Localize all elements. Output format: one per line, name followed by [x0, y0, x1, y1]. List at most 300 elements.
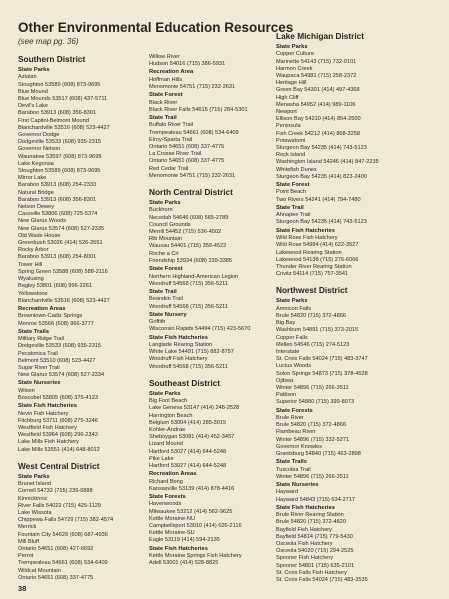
- section-heading: State Trails: [18, 328, 49, 335]
- resource-entry: [276, 429, 408, 443]
- column-3: [276, 31, 408, 584]
- resource-entry: [276, 489, 408, 503]
- resource-contact: Stoughton 53589 (608) 873-9695: [18, 81, 101, 88]
- resource-entry: [276, 212, 408, 226]
- resource-entry: [149, 251, 281, 265]
- resource-contact: Spooner 54801 (715) 635-2101: [276, 562, 355, 569]
- resource-contact: Baraboo 53913 (608) 254-8001: [18, 254, 97, 261]
- section-heading: State Trail: [149, 115, 177, 122]
- resource-entry: [276, 527, 408, 541]
- resource-entry: [18, 103, 150, 117]
- resource-contact: Crivitz 54114 (715) 757-3541: [276, 271, 349, 278]
- resource-name: Black River: [149, 99, 178, 106]
- resource-contact: Green Bay 54301 (414) 497-4368: [276, 87, 360, 94]
- resource-name: Brule River: [276, 414, 304, 421]
- resource-entry: [276, 392, 408, 406]
- resource-name: Big Bay: [276, 320, 296, 327]
- resource-name: New Glarus Woods: [18, 218, 67, 225]
- resource-name: Harrington Beach: [149, 412, 193, 419]
- section-heading: State Nurseries: [18, 380, 61, 387]
- resource-contact: Baraboo 53913 (608) 356-8301: [18, 110, 97, 117]
- resource-contact: Grantsburg 54840 (715) 463-2898: [276, 450, 361, 457]
- resource-contact: Boscobel 53805 (608) 375-4123: [18, 394, 98, 401]
- resource-contact: Trempealeau 54661 (608) 534-6409: [149, 129, 239, 136]
- resource-name: Copper Culture: [276, 51, 314, 58]
- resource-entry: [18, 388, 150, 402]
- resource-name: Natural Bridge: [18, 189, 54, 196]
- resource-entry: [276, 51, 408, 65]
- section-heading: State Parks: [18, 473, 50, 480]
- resource-name: Harmon Creek: [276, 65, 313, 72]
- resource-name: Lake Kegonsa: [18, 160, 54, 167]
- resource-entry: [149, 501, 281, 515]
- resource-entry: [149, 151, 281, 165]
- resource-contact: Campbellsport 53010 (414) 626-2116: [149, 523, 242, 530]
- resource-entry: [149, 342, 281, 356]
- column-1: [18, 54, 150, 582]
- page-title: Other Environmental Education Resources: [18, 20, 294, 35]
- resource-name: Willow River: [149, 54, 180, 60]
- resource-entry: [149, 553, 281, 567]
- section-heading: State Nurseries: [276, 482, 319, 488]
- resource-contact: Wisconsin Rapids 54494 (715) 423-5670: [149, 326, 251, 333]
- district-heading: Southern District: [18, 54, 86, 64]
- resource-name: Merrick: [18, 524, 37, 531]
- resource-contact: Hudson 54016 (715) 386-5931: [149, 61, 226, 68]
- resource-contact: Blanchardville 53516 (608) 523-4427: [18, 297, 110, 304]
- resource-entry: [276, 512, 408, 526]
- resource-contact: Baraboo 53913 (608) 356-8301: [18, 196, 97, 203]
- section-heading: State Forest: [149, 92, 183, 99]
- resource-entry: [149, 516, 281, 530]
- resource-name: Brule River Rearing Station: [276, 512, 344, 519]
- resource-entry: [149, 137, 281, 151]
- resource-contact: Black River Falls 54615 (715) 284-5301: [149, 106, 248, 113]
- resource-entry: [149, 207, 281, 221]
- resource-name: Westfield Fish Hatchery: [18, 424, 77, 431]
- district-heading: Lake Michigan District: [276, 31, 365, 41]
- district-heading: West Central District: [18, 460, 100, 471]
- resource-name: Browntown-Cadiz Springs: [18, 313, 83, 320]
- resource-contact: New Glarus 53574 (608) 527-2334: [18, 372, 105, 379]
- resource-contact: Fitchburg 53711 (608) 275-3246: [18, 417, 98, 424]
- resource-contact: Washburn 54891 (715) 373-2015: [276, 327, 359, 334]
- resource-entry: [276, 541, 408, 555]
- section-heading: State Fish Hatcheries: [149, 334, 208, 341]
- resource-entry: [18, 204, 150, 218]
- resource-entry: [18, 539, 150, 553]
- resource-name: Pike Lake: [149, 455, 174, 462]
- section-heading: State Forest: [276, 182, 310, 189]
- resource-name: Kettle Moraine-SU: [149, 530, 195, 537]
- resource-name: Northern Highland-American Legion: [149, 273, 239, 280]
- resource-entry: [276, 570, 408, 584]
- resource-name: Buffalo River Trail: [149, 122, 194, 129]
- resource-contact: New Glarus 53574 (608) 527-2335: [18, 225, 105, 232]
- resource-name: Kettle Moraine Springs Fish Hatchery: [149, 553, 242, 560]
- resource-name: Bayfield Fish Hatchery: [276, 526, 332, 533]
- resource-entry: [149, 356, 281, 370]
- resource-entry: [149, 413, 281, 427]
- resource-contact: Cornell 54732 (715) 239-6888: [18, 488, 93, 495]
- resource-entry: [18, 118, 150, 132]
- section-heading: State Forest: [149, 266, 183, 273]
- resource-contact: Brule 54820 (715) 372-4866: [276, 422, 346, 429]
- resource-name: Wyalusing: [18, 276, 44, 283]
- resource-name: Pecatonica Trail: [18, 350, 58, 357]
- resource-name: Wild Rose Fish Hatchery: [276, 235, 338, 242]
- resource-contact: Waupaca 54981 (715) 258-2372: [276, 73, 357, 80]
- resource-name: Mirror Lake: [18, 175, 47, 182]
- resource-entry: [18, 247, 150, 261]
- resource-name: Lakewood Rearing Station: [276, 249, 342, 256]
- resource-contact: Wausau 54401 (715) 359-4522: [149, 243, 227, 250]
- section-heading: Recreation Areas: [18, 305, 66, 312]
- resource-entry: [18, 481, 150, 495]
- resource-name: Interstate: [276, 348, 300, 355]
- resource-entry: [18, 89, 150, 103]
- district-heading: Northwest District: [276, 285, 348, 296]
- resource-entry: [276, 415, 408, 429]
- resource-name: Red Cedar Trail: [149, 165, 189, 172]
- resource-entry: [18, 425, 150, 439]
- resource-name: Langlade Rearing Station: [149, 341, 213, 348]
- resource-entry: [149, 100, 281, 114]
- resource-entry: [18, 190, 150, 204]
- section-heading: State Fish Hatcheries: [276, 504, 335, 511]
- resource-contact: Bayfield 54814 (715) 779-5430: [276, 533, 353, 540]
- resource-name: High Cliff: [276, 94, 299, 101]
- resource-entry: [149, 236, 281, 250]
- resource-contact: Winter 54896 (715) 332-5271: [276, 436, 350, 443]
- resource-name: Kinnickinnic: [18, 495, 48, 502]
- section-heading: State Trails: [276, 459, 307, 466]
- resource-contact: Trempealeau 54661 (608) 534-6409: [18, 560, 108, 567]
- resource-entry: [18, 175, 150, 189]
- resource-contact: Cassville 53806 (608) 725-5374: [18, 211, 98, 218]
- district-heading: Southeast District: [149, 377, 220, 388]
- resource-name: Tower Hill: [18, 261, 43, 268]
- resource-name: Brunet Island: [18, 481, 51, 488]
- resource-name: Wildcat Mountain: [18, 567, 61, 574]
- resource-entry: [149, 456, 281, 470]
- resource-name: St. Croix Falls Fish Hatchery: [276, 569, 347, 576]
- resource-name: Old Wade House: [18, 232, 61, 239]
- resource-name: Bearskin Trail: [149, 296, 183, 303]
- resource-entry: [149, 319, 281, 333]
- resource-contact: Ontario 54651 (608) 337-4775: [149, 144, 225, 151]
- section-heading: State Trail: [276, 204, 304, 211]
- resource-contact: Waunakee 53597 (608) 873-9695: [18, 153, 102, 160]
- resource-contact: Ontario 54651 (608) 337-4775: [18, 574, 94, 581]
- resource-entry: [18, 233, 150, 247]
- resource-contact: Sturgeon Bay 54235 (414) 743-5123: [276, 145, 367, 152]
- resource-contact: Eagle 53119 (414) 594-2135: [149, 537, 220, 544]
- resource-entry: [149, 479, 281, 493]
- section-heading: State Forests: [276, 407, 313, 414]
- resource-entry: [149, 77, 281, 91]
- resource-contact: Washington Island 54246 (414) 847-2235: [276, 159, 379, 166]
- resource-entry: [276, 250, 408, 264]
- resource-entry: [149, 222, 281, 236]
- resource-contact: Kansasville 53139 (414) 878-4416: [149, 485, 235, 492]
- resource-contact: Lake Mills 53551 (414) 648-8012: [18, 446, 100, 453]
- resource-contact: Brule 54820 (715) 372-4866: [276, 312, 346, 319]
- section-heading: State Trail: [149, 288, 177, 295]
- resource-contact: Westfield 53964 (608) 296-2343: [18, 432, 98, 439]
- resource-entry: [18, 365, 150, 379]
- resource-entry: [18, 74, 150, 88]
- resource-entry: [149, 441, 281, 455]
- resource-entry: [18, 313, 150, 327]
- resource-entry: [18, 439, 150, 453]
- resource-entry: [276, 306, 408, 320]
- resource-name: Rock Island: [276, 152, 306, 159]
- section-heading: State Fish Hatcheries: [18, 403, 77, 410]
- resource-name: Woodruff Fish Hatchery: [149, 356, 208, 363]
- section-heading: State Parks: [276, 44, 308, 50]
- resource-contact: Greenbush 53026 (414) 526-3551: [18, 240, 103, 247]
- resource-contact: White Lake 54491 (715) 882-8757: [149, 349, 234, 356]
- section-heading: State Fish Hatcheries: [276, 227, 335, 234]
- resource-contact: Belmont 53510 (608) 523-4427: [18, 357, 96, 364]
- resource-name: Devil's Lake: [18, 103, 48, 110]
- resource-entry: [276, 320, 408, 334]
- resource-contact: Ontario 54651 (608) 427-6692: [18, 546, 94, 553]
- resource-name: Council Grounds: [149, 221, 191, 228]
- resource-name: Military Ridge Trail: [18, 336, 65, 343]
- resource-entry: [18, 496, 150, 510]
- resource-name: Nelson Dewey: [18, 204, 55, 211]
- section-heading: State Nursery: [149, 311, 187, 318]
- resource-contact: Menomonie 54751 (715) 232-2631: [149, 172, 236, 179]
- resource-contact: Two Rivers 54241 (414) 794-7480: [276, 196, 361, 203]
- resource-entry: [18, 553, 150, 567]
- resource-name: Blue Mound: [18, 88, 48, 95]
- resource-contact: Marinette 54143 (715) 732-0101: [276, 58, 357, 65]
- resource-name: Nevin Fish Hatchery: [18, 410, 69, 417]
- resource-contact: Solon Springs 54873 (715) 378-4528: [276, 370, 368, 377]
- section-heading: State Fish Hatcheries: [149, 545, 208, 552]
- resource-name: Roche a Cri: [149, 250, 179, 257]
- resource-entry: [18, 411, 150, 425]
- resource-name: Yellowstone: [18, 290, 48, 297]
- resource-contact: Monroe 53566 (608) 966-3777: [18, 320, 94, 327]
- resource-entry: [276, 138, 408, 152]
- resource-name: Perrot: [18, 553, 34, 560]
- resource-name: Tuscobia Trail: [276, 466, 311, 473]
- resource-name: Ahnapee Trail: [276, 212, 311, 219]
- resource-entry: [276, 66, 408, 80]
- resource-name: Hoffman Hills: [149, 76, 183, 83]
- resource-name: Aztalan: [18, 74, 37, 81]
- resource-entry: [276, 555, 408, 569]
- resource-contact: Dodgeville 53533 (608) 935-2315: [18, 139, 102, 146]
- resource-name: Osceola Fish Hatchery: [276, 541, 333, 548]
- resource-contact: Brule 54820 (715) 372-4820: [276, 519, 346, 526]
- resource-entry: [276, 349, 408, 363]
- resource-entry: [149, 296, 281, 310]
- resource-contact: Stoughton 53589 (608) 873-9695: [18, 168, 101, 175]
- resource-entry: [149, 530, 281, 544]
- resource-name: Richard Bong: [149, 478, 183, 485]
- section-heading: Recreation Areas: [149, 471, 197, 478]
- resource-contact: River Falls 54022 (715) 425-1129: [18, 502, 101, 509]
- section-heading: State Parks: [149, 390, 181, 397]
- resource-entry: [149, 122, 281, 136]
- resource-name: Whitefish Dunes: [276, 166, 317, 173]
- resource-name: Havenwoods: [149, 501, 182, 508]
- resource-contact: Woodruff 54568 (715) 356-5211: [149, 363, 228, 370]
- resource-name: Buckhorn: [149, 207, 173, 214]
- resource-name: Kettle Moraine-NU: [149, 515, 196, 522]
- resource-name: Lizard Mound: [149, 441, 183, 448]
- resource-contact: Superior 54880 (715) 399-8073: [276, 399, 355, 406]
- resource-name: Mill Bluff: [18, 538, 40, 545]
- resource-entry: [276, 335, 408, 349]
- resource-entry: [276, 167, 408, 181]
- resource-name: Lucius Woods: [276, 363, 312, 370]
- section-heading: State Forests: [149, 494, 186, 500]
- section-heading: State Parks: [18, 67, 50, 73]
- resource-contact: Sturgeon Bay 54235 (414) 743-5123: [276, 219, 367, 226]
- resource-contact: Fountain City 54629 (608) 687-4936: [18, 531, 108, 538]
- resource-contact: Lake Geneva 53147 (414) 248-2528: [149, 405, 240, 412]
- resource-contact: Blanchardville 53516 (608) 523-4427: [18, 124, 110, 131]
- resource-entry: [149, 166, 281, 180]
- resource-contact: Chippewa Falls 54729 (715) 382-4574: [18, 517, 114, 524]
- resource-contact: Merrill 54452 (715) 536-4502: [149, 229, 222, 236]
- resource-contact: Ellison Bay 54210 (414) 854-2500: [276, 116, 361, 123]
- column-2: [149, 54, 281, 567]
- resource-contact: Menasha 54952 (414) 989-1106: [276, 101, 356, 108]
- resource-entry: [18, 524, 150, 538]
- section-heading: State Parks: [149, 200, 181, 207]
- resource-entry: [149, 274, 281, 288]
- resource-name: Griffith: [149, 319, 166, 326]
- resource-contact: Winter 54896 (715) 266-3511: [276, 384, 349, 391]
- resource-contact: Necedah 54646 (608) 565-2789: [149, 214, 229, 221]
- resource-name: Sugar River Trail: [18, 364, 60, 371]
- resource-name: Lake Mills Fish Hatchery: [18, 439, 79, 446]
- resource-contact: Milwaukee 53212 (414) 562-9625: [149, 508, 233, 515]
- resource-contact: Menomonie 54751 (715) 232-2631: [149, 84, 236, 91]
- resource-entry: [18, 218, 150, 232]
- resource-name: Ojibwa: [276, 377, 294, 384]
- resource-entry: [18, 568, 150, 582]
- resource-entry: [276, 80, 408, 94]
- resource-contact: Baraboo 53913 (608) 254-2333: [18, 182, 97, 189]
- resource-contact: Fish Creek 54212 (414) 868-3258: [276, 130, 360, 137]
- resource-entry: [149, 427, 281, 441]
- resource-entry: [276, 467, 408, 481]
- resource-entry: [276, 264, 408, 278]
- resource-contact: Ontario 54651 (608) 337-4775: [149, 158, 225, 165]
- resource-contact: Sheboygan 53081 (414) 452-3457: [149, 434, 235, 441]
- resource-name: Flambeau River: [276, 429, 316, 436]
- resource-entry: [18, 336, 150, 350]
- resource-contact: Winter 54896 (715) 266-3511: [276, 473, 349, 480]
- resource-entry: [276, 363, 408, 377]
- resource-entry: [276, 95, 408, 109]
- resource-contact: Mellen 54546 (715) 274-5123: [276, 341, 350, 348]
- resource-entry: [18, 262, 150, 276]
- resource-contact: Hayward 54843 (715) 634-2717: [276, 496, 355, 503]
- resource-contact: St. Croix Falls 54024 (715) 483-3535: [276, 577, 368, 584]
- resource-entry: [18, 291, 150, 305]
- resource-name: Heritage Hill: [276, 80, 307, 87]
- resource-name: Hayward: [276, 489, 299, 496]
- resource-entry: [276, 152, 408, 166]
- resource-name: Wilson: [18, 387, 35, 394]
- resource-name: Point Beach: [276, 189, 307, 196]
- resource-name: Governor Knowles: [276, 443, 323, 450]
- resource-name: Pattison: [276, 392, 297, 399]
- resource-contact: Spring Green 53588 (608) 588-2116: [18, 268, 108, 275]
- resource-name: Potawatomi: [276, 137, 306, 144]
- resource-entry: [149, 54, 281, 68]
- district-heading: North Central District: [149, 187, 233, 198]
- resource-contact: Adell 53001 (414) 528-8825: [149, 560, 219, 567]
- resource-name: Lake Wissota: [18, 510, 52, 516]
- resource-entry: [276, 444, 408, 458]
- resource-entry: [276, 235, 408, 249]
- resource-entry: [18, 351, 150, 365]
- resource-name: Big Foot Beach: [149, 398, 188, 405]
- resource-name: Thunder River Rearing Station: [276, 263, 352, 270]
- resource-contact: Wild Rose 54984 (414) 622-3527: [276, 242, 359, 249]
- resource-name: First Capitol-Belmont Mound: [18, 117, 89, 124]
- resource-contact: Sturgeon Bay 54235 (414) 823-2400: [276, 173, 367, 180]
- resource-contact: Belgium 53004 (414) 285-3015: [149, 419, 227, 426]
- resource-contact: Friendship 53934 (608) 339-3385: [149, 257, 233, 264]
- resource-entry: [276, 189, 408, 203]
- resource-contact: Dodgeville 53533 (608) 935-2315: [18, 343, 102, 350]
- resource-contact: Woodruff 54568 (715) 356-5211: [149, 280, 228, 287]
- resource-name: Amnicon Falls: [276, 305, 312, 312]
- resource-name: Newport: [276, 109, 297, 116]
- resource-name: Elroy-Sparta Trail: [149, 136, 193, 143]
- resource-name: La Crosse River Trail: [149, 151, 202, 158]
- page-number: 38: [18, 584, 27, 593]
- resource-name: Rocky Arbor: [18, 247, 49, 254]
- resource-name: Rib Mountain: [149, 236, 182, 243]
- resource-contact: Hartford 53027 (414) 644-5248: [149, 448, 227, 455]
- resource-entry: [149, 398, 281, 412]
- resource-name: Spooner Fish Hatchery: [276, 555, 334, 562]
- section-heading: Recreation Area: [149, 69, 194, 76]
- resource-name: Kohler-Andrae: [149, 426, 186, 433]
- resource-name: Governor Nelson: [18, 146, 61, 153]
- resource-entry: [276, 123, 408, 137]
- resource-entry: [18, 510, 150, 524]
- resource-entry: [276, 378, 408, 392]
- resource-contact: Bagley 53801 (608) 996-2261: [18, 283, 93, 290]
- resource-entry: [276, 109, 408, 123]
- page-subtitle: (see map pg. 36): [18, 37, 79, 46]
- resource-name: Copper Falls: [276, 334, 308, 341]
- resource-entry: [18, 276, 150, 290]
- resource-contact: Blue Mounds 53517 (608) 437-5711: [18, 96, 108, 103]
- resource-entry: [18, 132, 150, 146]
- resource-contact: St. Croix Falls 54024 (715) 483-3747: [276, 356, 368, 363]
- resource-entry: [18, 161, 150, 175]
- resource-contact: Lakewood 54138 (715) 276-6066: [276, 256, 359, 263]
- resource-contact: Woodruff 54568 (715) 356-5211: [149, 303, 228, 310]
- section-heading: State Parks: [276, 298, 308, 305]
- resource-name: Governor Dodge: [18, 132, 60, 139]
- resource-entry: [18, 146, 150, 160]
